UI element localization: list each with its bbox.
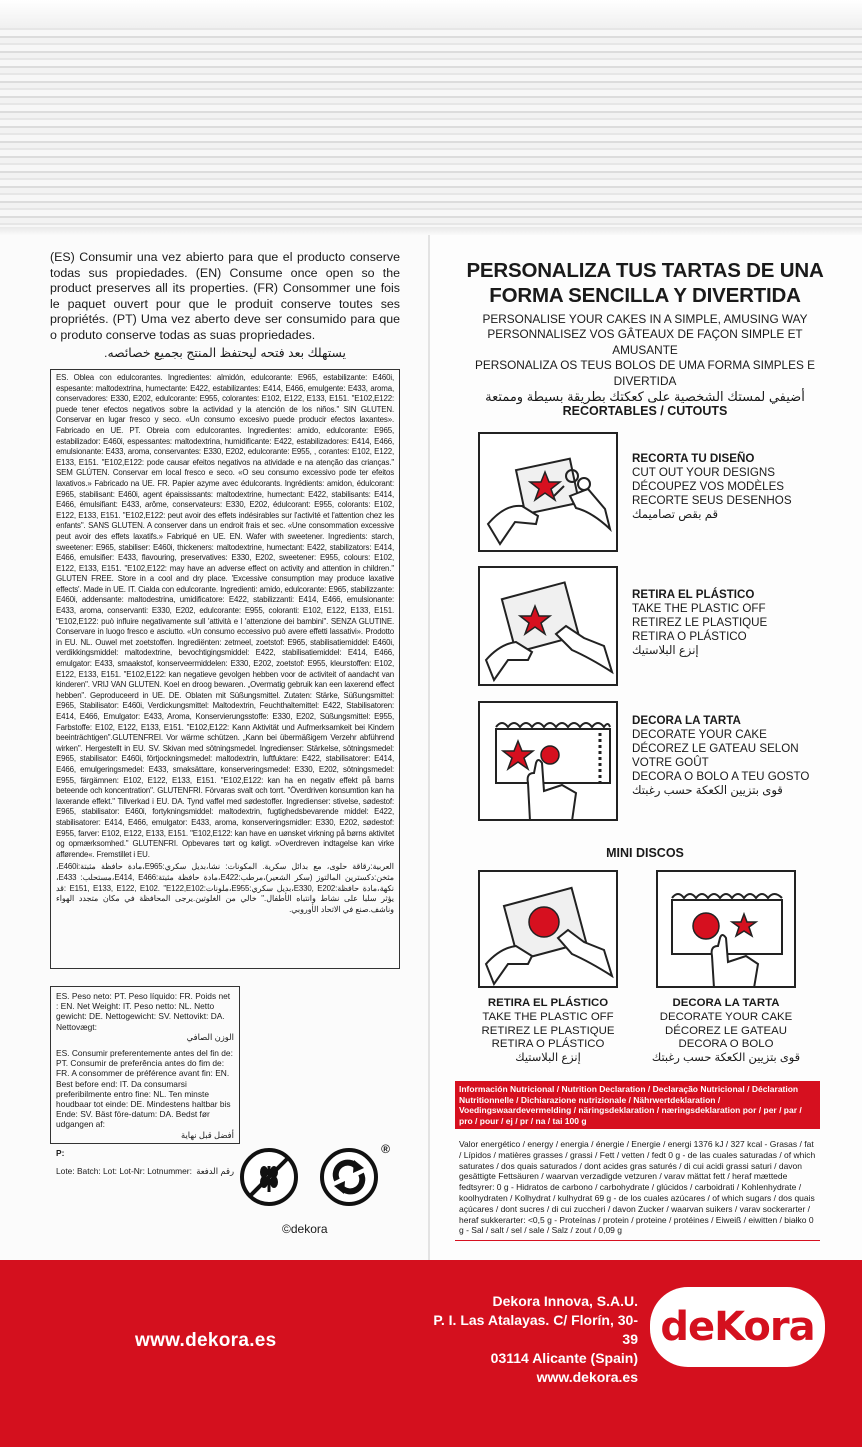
step-plastic-line: TAKE THE PLASTIC OFF <box>632 602 766 615</box>
headline: PERSONALIZA TUS TARTAS DE UNA FORMA SENCILLA Y DIVERTIDA <box>466 259 824 307</box>
step-decorate-line: DECORA O BOLO A TEU GOSTO <box>632 770 810 783</box>
step-plastic-line: RETIREZ LE PLASTIQUE <box>632 616 768 629</box>
step-cut-arabic: قم بقص تصاميمك <box>632 508 718 521</box>
storage-advice-arabic: يستهلك بعد فتحه ليحتفظ المنتج بجميع خصائصه. <box>104 345 346 360</box>
subtitle-fr: PERSONNALISEZ VOS GÂTEAUX DE FAÇON SIMPLE ET AMUSANTE <box>487 327 803 357</box>
net-weight-arabic: الوزن الصافي <box>186 1031 234 1042</box>
lot-label: Lote: Batch: Lot: Lot-Nr: Lotnummer: <box>56 1166 192 1177</box>
nutrition-header: Información Nutricional / Nutrition Declaration / Declaração Nutricional / Déclaration Nutritionnelle / Dichiarazione nutrizionale / Nährwertdeklaration / Voedingswaardevermelding / näringsdeklaration / næringsdeklaration por / per / par / pro / pour / ej / pr / na / tai 100 g <box>455 1081 820 1129</box>
subtitle-en: PERSONALISE YOUR CAKES IN A SIMPLE, AMUSING WAY <box>482 312 808 326</box>
best-before-label: ES. Consumir preferentemente antes del fin de: PT. Consumir de preferência antes do fim de: FR. A consommer de préférence avant fin: EN. Best before end: IT. Da consumarsi preferibilmente entro fine: NL. Ten minste houdbaar tot einde: DE. Mindestens haltbar bis Ende: SV. Bäst före-datum: DA. Bedst før udgangen af: <box>56 1048 233 1130</box>
ingredients-box <box>50 369 400 969</box>
ingredients-arabic: العربية:رقاقة حلوى، مع بدائل سكرية. المكونات: نشا،بديل سكري:E965،مادة حافظة مثبتة:E460i، مثخن:دكسترين المالتوز (سكر الشعير)،مرطب:E422،مادة حافظة مثبتة:E414, E466،مستحلب: E433، نكهة،مادة حافظة:E330, E202،بديل سكري:E955،ملونات:E151, E133, E122, E102. "E122,E102 :قد يؤثر سلبا على نشاط وانتباه الأطفال." خالي من الغلوتين.يرجى المحافظة في مكان متجدد الهواء وناشف.صنع في الاتحاد الأوروبي. <box>56 862 395 914</box>
step-plastic-illustration <box>478 566 618 686</box>
copyright-text: ©dekora <box>282 1222 328 1236</box>
step-plastic-arabic: إنزع البلاستيك <box>632 644 699 657</box>
step-decorate-line: DECORATE YOUR CAKE <box>632 728 767 741</box>
panel-divider <box>428 235 430 1260</box>
address-street: P. I. Las Atalayas. C/ Florín, 30-39 <box>433 1312 638 1347</box>
subtitle-pt: PERSONALIZA OS TEUS BOLOS DE UMA FORMA SIMPLES E DIVERTIDA <box>474 358 816 388</box>
mini-plastic-line: RETIREZ LE PLASTIQUE <box>481 1024 615 1037</box>
address-website[interactable]: www.dekora.es <box>536 1369 638 1385</box>
net-weight-label: ES. Peso neto: PT. Peso líquido: FR. Poids net : EN. Net Weight: IT. Peso netto: NL. Netto gewicht: DE. Nettogewicht: SV. Nettovikt: DA. Nettovægt: <box>56 991 231 1032</box>
section-cutouts-heading: RECORTABLES / CUTOUTS <box>562 404 728 418</box>
footer-address <box>430 1292 638 1387</box>
step-cut-title: RECORTA TU DISEÑO <box>632 452 755 465</box>
subtitles <box>455 312 835 404</box>
step-cut-line: DÉCOUPEZ VOS MODÈLES <box>632 480 785 493</box>
lot-arabic: رقم الدفعة <box>196 1166 234 1177</box>
recycle-logo <box>320 1142 390 1206</box>
step-decorate-title: DECORA LA TARTA <box>632 714 741 727</box>
nutrition-values: Valor energético / energy / energia / énergie / Energie / energi 1376 kJ / 327 kcal - Grasas / fat / Lípidos / matières grasses / grassi / Fett / vetten / fedt 0 g - de las cuales saturadas / of which saturates / dos quais saturados / dont acides gras saturés / di cui acidi grassi saturi / davon gesättigte Fettsäuren / waarvan verzadigde vetzuren / varav mättat fett / heraf mættede fedtsyrer: 0 g - Hidratos de carbono / carbohydrate / glúcidos / carboidrati / Kohlenhydrate / koolhydraten / Kolhydrat / kulhydrat 69 g - de los cuales azúcares / of which sugars / dos quais açúcares / dont sucres / di cui zuccheri / davon Zucker / waarvan suikers / varav sockerarter / heraf sukkerarter: <0,5 g - Proteínas / protein / proteine / protéines / Eiweiß / eiwitten / białko 0 g - Sal / salt / sel / sale / Salz / zout / 0,09 g <box>455 1137 820 1241</box>
brand-name: deKora <box>660 1304 815 1350</box>
zip-seal <box>0 0 862 235</box>
certification-logos <box>240 1142 390 1206</box>
p-label: P: <box>56 1147 65 1158</box>
mini-plastic-title: RETIRA EL PLÁSTICO <box>487 997 609 1009</box>
address-city: 03114 Alicante (Spain) <box>490 1350 638 1366</box>
mini-decorate-title: DECORA LA TARTA <box>672 997 780 1009</box>
mini-decorate-text <box>636 997 816 1066</box>
step-cut-illustration <box>478 432 618 552</box>
storage-advice <box>50 250 400 361</box>
storage-advice-text: (ES) Consumir una vez abierto para que el producto conserve todas sus propiedades. (EN) Consume once open so the product preserves all its properties. (FR) Consommer une fois le paquet ouvert pour que le produit conserve toutes ses propriétés. (PT) Uma vez aberto deve ser consumido para que o produto conserve todas as suas propriedades. <box>50 250 400 342</box>
registered-mark: ® <box>381 1142 390 1156</box>
net-weight-box <box>50 986 240 1177</box>
mini-plastic-arabic: إنزع البلاستيك <box>515 1052 581 1065</box>
footer-website[interactable]: www.dekora.es <box>135 1330 277 1351</box>
step-decorate-line: DÉCOREZ LE GATEAU SELON <box>632 742 799 755</box>
step-decorate-illustration <box>478 701 618 821</box>
mini-plastic-illustration <box>478 870 618 988</box>
step-cut-text <box>632 452 832 522</box>
step-plastic-line: RETIRA O PLÁSTICO <box>632 630 747 643</box>
mini-plastic-line: TAKE THE PLASTIC OFF <box>482 1010 614 1023</box>
step-decorate-arabic: قوى بتزيين الكعكة حسب رغبتك <box>632 784 783 797</box>
gluten-free-icon <box>240 1148 298 1206</box>
step-cut-line: CUT OUT YOUR DESIGNS <box>632 466 776 479</box>
mini-decorate-line: DECORA O BOLO <box>678 1038 774 1051</box>
mini-plastic-line: RETIRA O PLÁSTICO <box>491 1038 605 1051</box>
ingredients-text: ES. Oblea con edulcorantes. Ingredientes: almidón, edulcorante: E965, estabilizante: E460i, espesante: maltodextrina, humectante: E422, estabilizantes: E414, E466, emulgente: E433, aroma, conservadores: E330, E202, edulcorante: E955, colorantes: E102, E122, E133, E151. "E102,E122: puede tener efectos negativos sobre la actividad y la atención de los niños." SIN GLUTEN. Conservar en lugar fresco y seco. «Un consumo excesivo puede producir efectos laxantes». Fabricado en UE. PT. Obreia com edulcorantes. Ingredientes: amido, edulcorante: E965, estabilizador: E460i, espessantes: maltodextrina, humidificante: E422, estabilizadores: E414, E466, emulsionante: E433, aroma, conservantes: E330, E202, edulcorante: E955, , corantes: E102, E122, E133, E151. "E102,E122: pode causar efeitos negativos na atividade e na atenção das crianças." SEM GLÚTEN. Conservar em local fresco e seco. «O seu consumo excessivo pode ter efeitos laxativos.» Fabricado na UE. FR. Papier azyme avec édulcorants. Ingrédients: amidon, édulcorant: E965, stabilisant: E460i, agent épaississants: maltodextrine, humectant: E422, stabilisants: E414, E466, émulsifiant: E433, arôme, conservateurs: E330, E202, édulcorant: E955, colorants: E102, E122, E133, E151. "E102,E122: peut avoir des effets indésirables sur l'activité et l'attention chez les enfants". SANS GLUTEN. A conserver dans un endroit frais et sec. «Une consommation excessive peut avoir des effets laxatifs.» Fabriqué en UE. EN. Wafer with sweetener. Ingredients: starch, sweetener: E965, stabiliser: E460i, thickeners: maltodextrine, humectant: E422, stabilizators: E414, E466, emulsifier: E433, flavouring, preservatives: E330, E202, sweetener: E955, colours: E102, E122, E133, E151. "E102,E122: may have an adverse effect on activity and attention in children." GLUTEN FREE. Store in a cool and dry place. 'Excessive consumption may produce laxative effects'. Made in UE. IT. Cialda con edulcorante. Ingredienti: amido, edulcorante: E965, stabilizzante: E460i, addensante: maltodestrina, umidificatore: E422, stabilizzanti: E414, E466, emulsionante: E433, aroma, conservanti: E330, E202, edulcorante: E955, coloranti: E102, E122, E133, E151. "E102,E122: può influire negativamente sull 'attività e l 'attenzione dei bambini". SENZA GLUTINE. Conservare in luogo fresco e asciutto. «Un consumo eccessivo può avere effetti lassativi». Prodotto in EU. NL. Ouwel met zoetstoffen. Ingrediënten: zetmeel, zoetstof: E965, stabilisatiemiddel: E460i, verdikkingsmiddel: maltodextrine, bevochtigingsmiddel: E422, stabilisatiemiddel: E414, E466, emulgator: E433, smaakstof, konserveermiddelen: E330, E202, zoetstof: E955, kleurstoffen: E102, E122, E133, E151. "E102,E122: kan negatieve gevolgen hebben voor de activiteit of aandacht van kinderen". VRIJ VAN GLUTEN. Koel en droog bewaren. „Overmatig gebruik kan een laxerend effect hebben". Geproduceerd in UE. DE. Oblaten mit Süßungsmittel. Zutaten: Stärke, Süßungsmittel: E965, Stabilisator: E460i, Verdickungsmittel: Maltodextrin, Feuchthaltemittel: E422, Stabilisatoren: E414, E466, Emulgator: E433, Aroma, Konservierungsstoffe: E330, E202, Süßungsmittel: E955, Farbstoffe: E102, E122, E133, E151. "E102,E122: Kann Aktivität und Aufmerksamkeit bei Kindern beeinträchtigen".GLUTENFREI. Vor wärme schützen. „Kann bei übermäßigem Verzehr abführend wirken". Hergestellt in EU. SV. Skivan med sötningsmedel. Ingredienser: Stärkelse, sötningsmedel: E965, stabilisator: E460i, förtjockningsmedel: maltodextrin, luftfuktare: E422, stabilisatorer: E414, E466, emulgeringsmedel: E433, smaksättare, konserveringsmedel: E330, E202, sötningsmedel: E955, färgämnen: E102, E122, E133, E151. "E102,E122: kan ha en negativ effekt på barns beteende och koncentration". GLUTENFRI. Förvaras svalt och torrt. "Överdriven konsumtion kan ha laxerande effekt." Tillverkad i EU. DA. Tynd vaffel med sødestoffer. Ingredienser: stivelse, sødestof: E965, stabilisator: E460i, fortykningsmiddel: maltodextrin, fugtighedsbevarende middel: E422, stabilisatorer: E414, E466, emulgator: E433, aroma, konserveringsmidler: E330, E202, sødestof: E955, farver: E102, E122, E133, E151. "E102,E122: kan have en uønsket virkning på børns aktivitet og opmærksomhed." GLUTENFRI. Opbevares tørt og køligt. »Overdreven indtagelse kan virke afførende«. Fremstillet i EU. <box>56 373 394 859</box>
company-name: Dekora Innova, S.A.U. <box>492 1293 638 1309</box>
subtitle-ar: أضيفي لمستك الشخصية على كعكتك بطريقة بسيطة وممتعة <box>485 389 805 405</box>
mini-decorate-line: DECORATE YOUR CAKE <box>659 1010 793 1023</box>
step-plastic-text <box>632 588 832 658</box>
step-plastic-title: RETIRA EL PLÁSTICO <box>632 588 755 601</box>
step-cut-line: RECORTE SEUS DESENHOS <box>632 494 792 507</box>
mini-decorate-line: DÉCOREZ LE GATEAU <box>665 1024 787 1037</box>
step-decorate-text <box>632 714 832 798</box>
section-minidiscs-heading: MINI DISCOS <box>606 846 684 860</box>
best-before-arabic: أفضل قبل نهاية <box>180 1129 234 1140</box>
mini-decorate-illustration <box>656 870 796 988</box>
mini-plastic-text <box>458 997 638 1066</box>
recycle-icon <box>320 1148 378 1206</box>
dekora-logo <box>650 1287 825 1367</box>
lot-row <box>56 1166 234 1176</box>
step-decorate-line: VOTRE GOÛT <box>632 756 709 769</box>
mini-decorate-arabic: قوى بتزيين الكعكة حسب رغبتك <box>651 1052 801 1065</box>
